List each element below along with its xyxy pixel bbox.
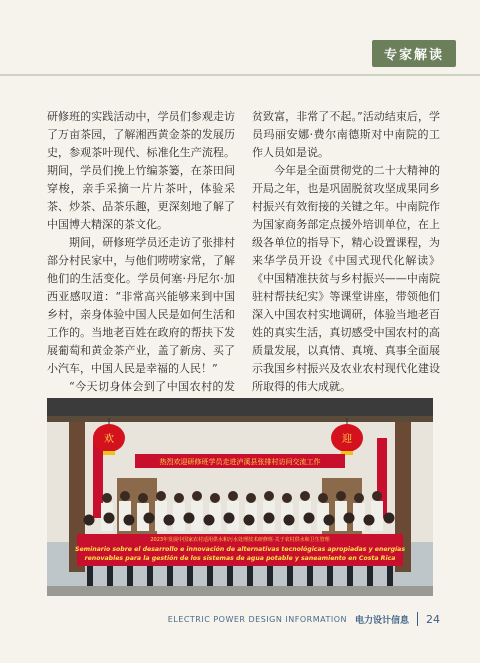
seminar-banner-es-line2: renovables para la gestión de los sistemas de agua potable y saneamiento en Costa Rica	[84, 555, 396, 562]
publication-name-en: ELECTRIC POWER DESIGN INFORMATION	[167, 614, 347, 624]
right-column	[252, 108, 440, 424]
section-tag: 专家解读	[372, 40, 456, 67]
publication-name-cn: 电力设计信息	[354, 615, 409, 626]
lantern-right-label: 迎	[342, 434, 352, 445]
left-column	[47, 108, 235, 414]
seminar-banner-es-line1: Seminario sobre el desarrollo e innovación de alternativas tecnológicas apropiadas y energías	[74, 546, 406, 553]
group-photo	[47, 398, 433, 596]
paragraph: 研修班的实践活动中，学员们参观走访了万亩茶园，了解湘西黄金茶的发展历史，参观茶叶现代、标准化生产流程。期间，学员们挽上竹编茶篓，在茶田间穿梭，亲手采摘一片片茶叶，体验采茶、炒茶、品茶乐趣，更深刻地了解了中国博大精深的茶文化。	[47, 110, 235, 231]
footer-divider	[417, 612, 418, 626]
section-divider	[0, 74, 480, 76]
paragraph: 期间，研修班学员还走访了张排村部分村民家中，与他们唠唠家常，了解他们的生活变化。学员何塞·丹尼尔·加西亚感叹道：“非常高兴能够来到中国乡村，亲身体验中国人民是如何生活和工作的。当地老百姓在政府的帮扶下发展葡萄和黄金茶产业，盖了新房、买了小汽车，中国人民是幸福的人民！”	[47, 236, 235, 375]
paragraph: “今天切身体会到了中国农村的发	[69, 380, 235, 393]
lantern-left-label: 欢	[104, 434, 114, 445]
paragraph: 贫致富，非常了不起。”活动结束后，学员玛丽安娜·费尔南德斯对中南院的工作人员如是说。	[252, 110, 440, 159]
roof	[47, 398, 433, 416]
welcome-banner-text: 热烈欢迎研修班学员走进泸溪县张排村访问交流工作	[159, 458, 321, 466]
page-footer	[168, 612, 440, 626]
paragraph: 今年是全面贯彻党的二十大精神的开局之年，也是巩固脱贫攻坚成果同乡村振兴有效衔接的关键之年。中南院作为国家商务部定点援外培训单位，在上级各单位的指导下，精心设置课程，为来华学员开设《中国式现代化解读》《中国精准扶贫与乡村振兴——中南院驻村帮扶纪实》等课堂讲座，带领他们深入中国农村实地调研，体验当地老百姓的真实生活，真切感受中国农村的高质量发展，以真情、真境、真事全面展示我国乡村振兴及农业农村现代化建设所取得的伟大成就。	[252, 164, 440, 393]
seminar-banner-cn: 2023年发展中国家农村适用供水和污水处理技术研修班·关于农村供水和卫生管理	[150, 537, 330, 543]
page-number: 24	[426, 612, 440, 626]
